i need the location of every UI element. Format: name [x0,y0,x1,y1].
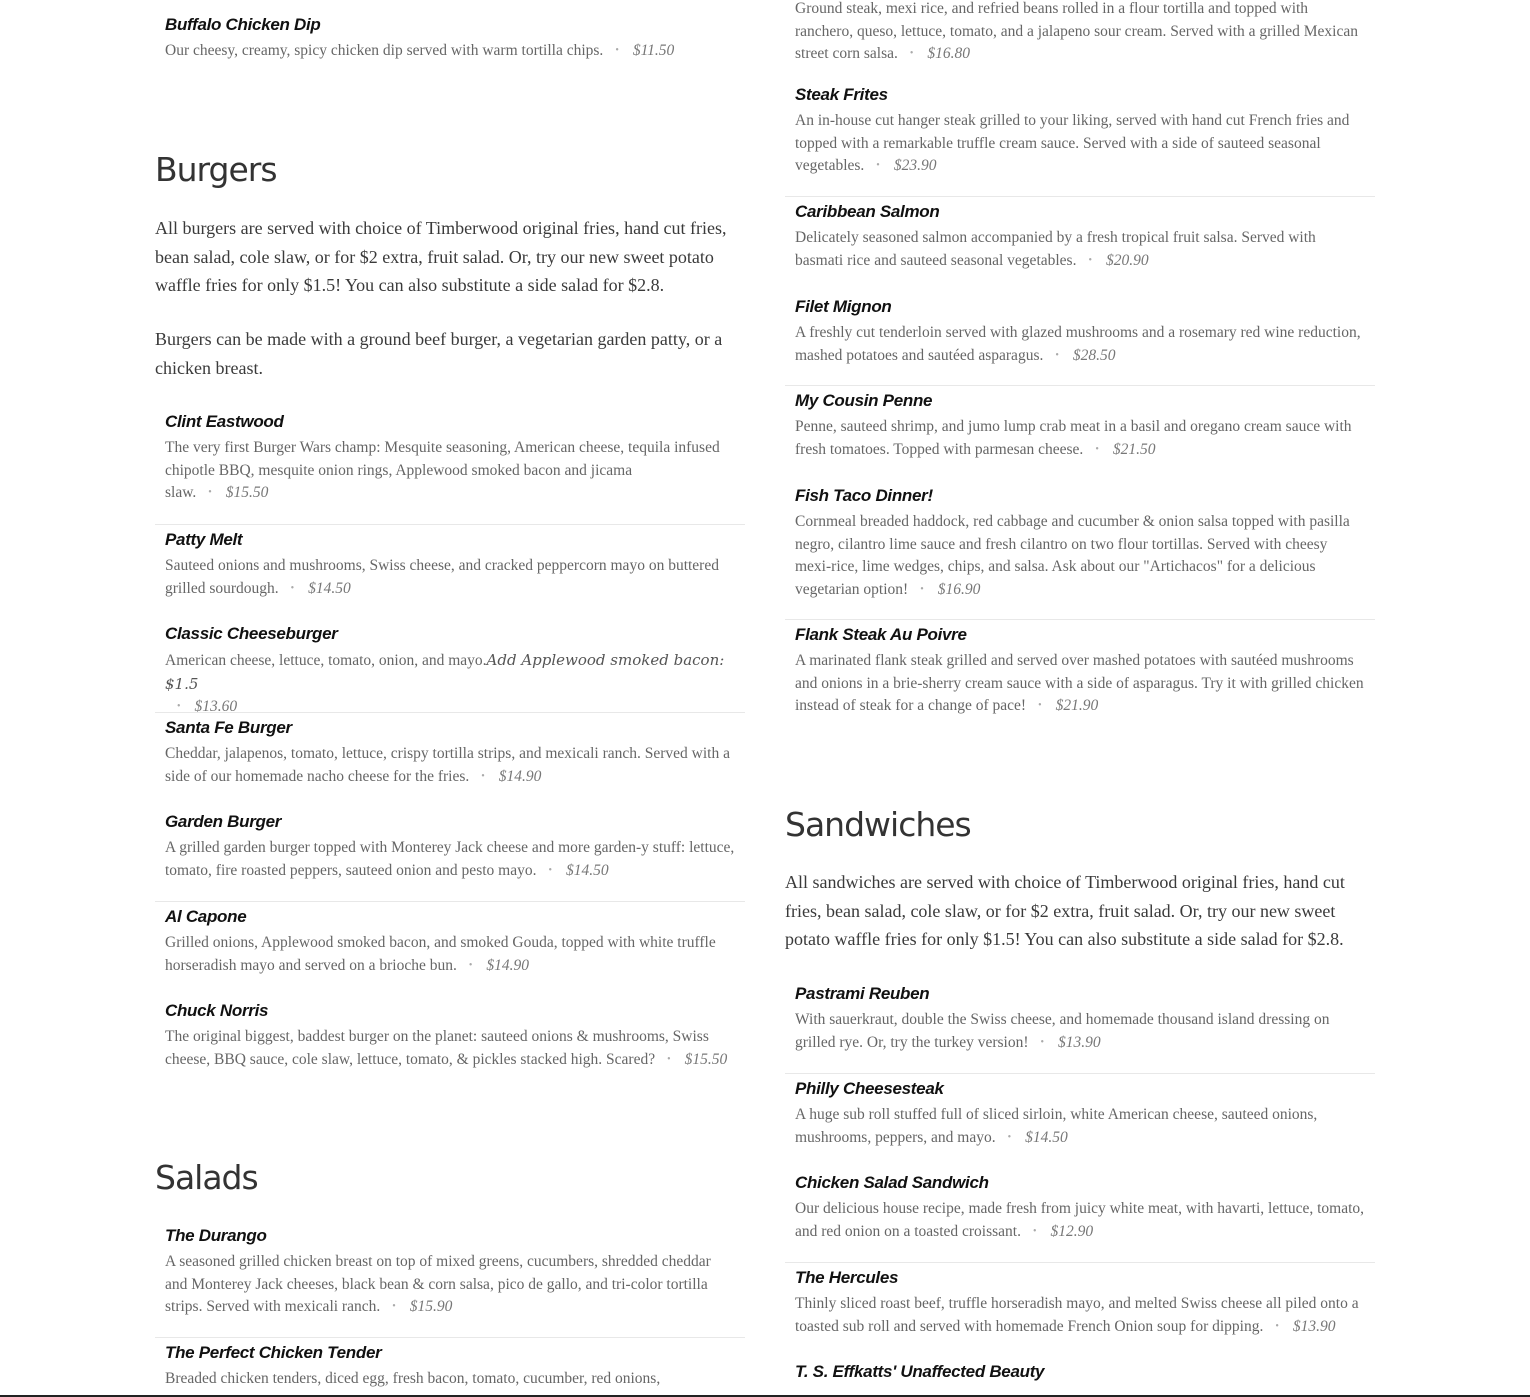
item-name: Santa Fe Burger [165,718,292,737]
item-description: Delicately seasoned salmon accompanied by a fresh tropical fruit salsa. Served with basmati rice and sauteed seasonal vegetables. • $20.90 [795,229,1316,269]
item-price: $14.90 [486,956,529,974]
item-name: Clint Eastwood [165,412,284,431]
item-name: Chicken Salad Sandwich [795,1173,989,1192]
menu-item [155,14,745,65]
menu-item [785,485,1375,603]
separator-dot: • [615,45,619,56]
item-name: Al Capone [165,907,247,926]
item-description: American cheese, lettuce, tomato, onion, and mayo.Add Applewood smoked bacon: $1.5 • $13.60 [165,651,725,715]
item-name: T. S. Effkatts' Unaffected Beauty [795,1362,1045,1381]
menu-item [785,619,1375,720]
menu-item [155,901,745,979]
separator-dot: • [392,1301,396,1312]
item-price: $15.50 [225,484,269,501]
section-intro: All burgers are served with choice of Timberwood original fries, hand cut fries, bean salad, cole slaw, or for $2 extra, fruit salad. Or, try our new sweet potato waffle fries for only $1.5! You can also substitute a side salad for $2.8. [155,218,727,295]
item-price: $14.50 [565,861,609,879]
menu-item [785,296,1375,369]
item-price: $12.90 [1050,1222,1094,1240]
right-column [785,0,1375,1397]
separator-dot: • [667,1053,671,1065]
menu-item [785,385,1375,463]
item-name: Pastrami Reuben [795,984,930,1003]
item-description: Grilled onions, Applewood smoked bacon, and smoked Gouda, topped with white truffle horseradish mayo and served on a brioche bun. • $14.90 [165,934,716,974]
item-description: Our delicious house recipe, made fresh from juicy white meat, with havarti, lettuce, tomato, and red onion on a toasted croissant. • $12.90 [795,1200,1365,1240]
separator-dot: • [1088,254,1092,266]
item-name: The Hercules [795,1268,899,1287]
item-description: A huge sub roll stuffed full of sliced sirloin, white American cheese, sauteed onions, mushrooms, peppers, and mayo. • $14.50 [795,1106,1318,1146]
menu-item [785,1172,1375,1245]
item-name: Caribbean Salmon [795,202,940,221]
menu-item [785,1073,1375,1151]
menu-item [155,1225,745,1321]
section-intro: All sandwiches are served with choice of Timberwood original fries, hand cut fries, bean salad, cole slaw, or for $2 extra, fruit salad. Or, try our new sweet potato waffle fries for only $1.5! You can also substitute a side salad for $2.8. [785,872,1345,949]
item-price: $20.90 [1105,251,1149,269]
item-description: A grilled garden burger topped with Monterey Jack cheese and more garden-y stuff: lettuce, tomato, fire roasted peppers, sauteed onion and pesto mayo. • $14.50 [165,839,735,879]
item-price: $14.50 [1025,1128,1068,1146]
menu-item [785,1361,1375,1383]
section-title-burgers: Burgers [155,150,277,189]
separator-dot: • [1032,1225,1037,1237]
menu-item [155,623,745,721]
menu-item [155,411,745,507]
item-price: $14.50 [308,579,351,597]
separator-dot: • [548,864,552,876]
item-name: Steak Frites [795,85,888,104]
item-name: Philly Cheesesteak [795,1079,944,1098]
separator-dot: • [909,48,914,59]
separator-dot: • [920,583,924,595]
menu-item [785,196,1375,274]
separator-dot: • [208,487,212,498]
separator-dot: • [177,701,181,712]
section-title-salads: Salads [155,1158,258,1197]
item-description: Ground steak, mexi rice, and refried beans rolled in a flour tortilla and topped with ranchero, queso, lettuce, tomato, and a jalapeno sour cream. Served with a grilled Mexican street corn salsa. • $16.80 [795,0,1358,62]
item-description: A marinated flank steak grilled and served over mashed potatoes with sautéed mushrooms and onions in a brie-sherry cream sauce with a side of asparagus. Try it with grilled chicken instead of steak for a change of pace! • $21.90 [795,652,1364,714]
item-description: The original biggest, baddest burger on the planet: sauteed onions & mushrooms, Swiss cheese, BBQ sauce, cole slaw, lettuce, tomato, & pickles stacked high. Scared? • $15.50 [165,1028,728,1068]
item-name: Garden Burger [165,812,282,831]
item-description: With sauerkraut, double the Swiss cheese, and homemade thousand island dressing on grilled rye. Or, try the turkey version! • $13.90 [795,1011,1330,1051]
item-price: $13.60 [194,698,238,715]
item-name: My Cousin Penne [795,391,933,410]
item-price: $11.50 [632,42,675,59]
item-price: $23.90 [893,157,937,174]
menu-item [785,983,1375,1056]
item-description: Penne, sauteed shrimp, and jumo lump crab meat in a basil and oregano cream sauce with fresh tomatoes. Topped with parmesan cheese. • $21.50 [795,418,1352,458]
menu-item [155,524,745,602]
menu-item [155,1000,745,1073]
item-name: Buffalo Chicken Dip [165,15,321,34]
item-description: The very first Burger Wars champ: Mesquite seasoning, American cheese, tequila infused chipotle BBQ, mesquite onion rings, Applewood smoked bacon and jicama slaw. • $15.50 [165,439,720,501]
item-price: $28.50 [1072,346,1116,364]
item-description: A freshly cut tenderloin served with glazed mushrooms and a rosemary red wine reduction, mashed potatoes and sautéed asparagus. • $28.50 [795,324,1361,364]
item-price: $14.90 [498,767,542,785]
item-name: Patty Melt [165,530,243,549]
item-description: Cheddar, jalapenos, tomato, lettuce, crispy tortilla strips, and mexicali ranch. Served with a side of our homemade nacho cheese for the fries. • $14.90 [165,745,730,785]
section-title-sandwiches: Sandwiches [785,805,971,844]
item-description: Cornmeal breaded haddock, red cabbage and cucumber & onion salsa topped with pasilla negro, cilantro lime sauce and fresh cilantro on two flour tortillas. Served with cheesy mexi-rice, lime wedges, chips, and salsa. Ask about our "Artichacos" for a delicious vegetarian option! • $16.90 [795,513,1350,598]
item-description: An in-house cut hanger steak grilled to your liking, served with hand cut French fries and topped with a remarkable truffle cream sauce. Served with a side of sauteed seasonal vegetables. • $23.90 [795,112,1350,174]
item-description: Sauteed onions and mushrooms, Swiss cheese, and cracked peppercorn mayo on buttered grilled sourdough. • $14.50 [165,557,719,597]
item-description: Breaded chicken tenders, diced egg, fresh bacon, tomato, cucumber, red onions, [165,1370,661,1387]
item-price: $21.90 [1055,697,1099,714]
separator-dot: • [1095,443,1099,455]
separator-dot: • [1038,700,1042,711]
separator-dot: • [1007,1131,1012,1143]
item-name: Classic Cheeseburger [165,624,338,643]
menu-item [785,1262,1375,1340]
separator-dot: • [1275,1320,1279,1332]
left-column [155,0,745,1397]
menu-item [785,0,1375,68]
item-name: The Perfect Chicken Tender [165,1343,382,1362]
separator-dot: • [290,582,295,594]
item-name: Fish Taco Dinner! [795,486,933,505]
item-price: $15.50 [684,1050,728,1068]
separator-dot: • [876,160,880,171]
item-description: Our cheesy, creamy, spicy chicken dip served with warm tortilla chips. • $11.50 [165,42,675,59]
section-intro: Burgers can be made with a ground beef burger, a vegetarian garden patty, or a chicken breast. [155,329,723,378]
item-name: Flank Steak Au Poivre [795,625,967,644]
item-name: Chuck Norris [165,1001,269,1020]
separator-dot: • [481,770,485,782]
menu-item [155,1337,745,1391]
item-price: $13.90 [1058,1033,1101,1051]
item-description: A seasoned grilled chicken breast on top of mixed greens, cucumbers, shredded cheddar and Monterey Jack cheeses, black bean & corn salsa, pico de gallo, and tri-color tortilla strips. Served with mexicali ranch. • $15.90 [165,1253,711,1315]
item-description: Thinly sliced roast beef, truffle horseradish mayo, and melted Swiss cheese all piled onto a toasted sub roll and served with homemade French Onion soup for dipping. • $13.90 [795,1295,1359,1335]
menu-item [155,811,745,884]
item-price: $13.90 [1292,1317,1336,1335]
item-price: $16.80 [927,45,971,62]
item-price: $15.90 [409,1298,453,1315]
item-name: The Durango [165,1226,267,1245]
menu-item [155,712,745,790]
separator-dot: • [468,959,473,971]
item-addon: Add Applewood smoked bacon: $1.5 [165,651,725,693]
separator-dot: • [1055,349,1059,361]
menu-item [785,84,1375,180]
separator-dot: • [1040,1036,1045,1048]
item-price: $21.50 [1112,440,1156,458]
item-price: $16.90 [937,580,981,598]
item-name: Filet Mignon [795,297,892,316]
